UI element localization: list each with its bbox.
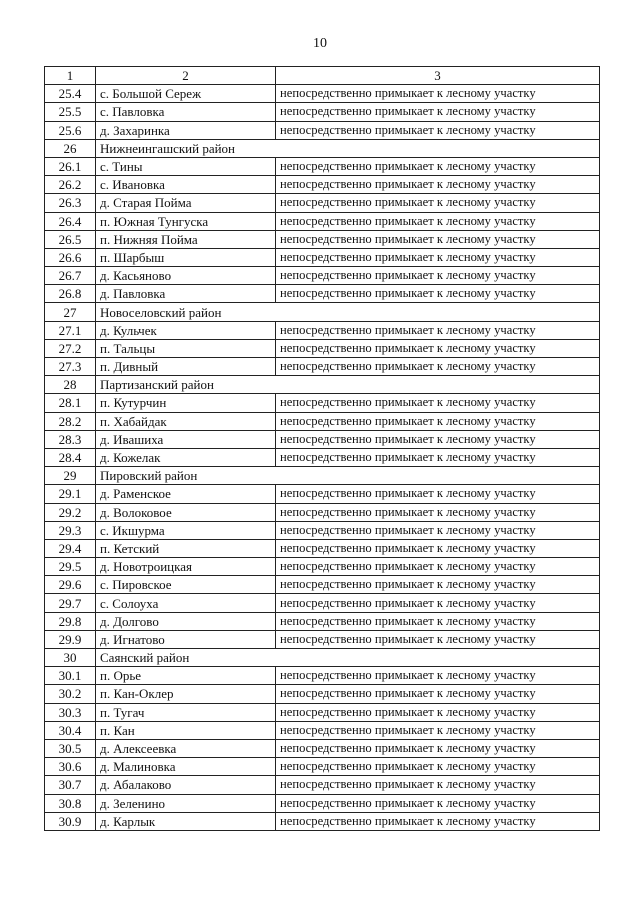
forest-adjacency-status: непосредственно примыкает к лесному участку <box>276 485 600 503</box>
row-number: 25.4 <box>45 85 96 103</box>
forest-adjacency-status: непосредственно примыкает к лесному участку <box>276 685 600 703</box>
district-name: Пировский район <box>96 467 600 485</box>
table-row <box>45 630 600 648</box>
settlement-name: п. Шарбыш <box>96 248 276 266</box>
table-row <box>45 794 600 812</box>
table-row <box>45 412 600 430</box>
settlement-name: д. Раменское <box>96 485 276 503</box>
row-number: 30.5 <box>45 739 96 757</box>
district-row <box>45 649 600 667</box>
table-row <box>45 339 600 357</box>
row-number: 26.5 <box>45 230 96 248</box>
district-row <box>45 303 600 321</box>
row-number: 27.2 <box>45 339 96 357</box>
district-name: Саянский район <box>96 649 600 667</box>
forest-adjacency-status: непосредственно примыкает к лесному участку <box>276 121 600 139</box>
settlement-name: с. Пировское <box>96 576 276 594</box>
settlement-name: д. Малиновка <box>96 758 276 776</box>
district-number: 30 <box>45 649 96 667</box>
table-row <box>45 739 600 757</box>
table-row <box>45 121 600 139</box>
row-number: 26.8 <box>45 285 96 303</box>
settlement-name: д. Зеленино <box>96 794 276 812</box>
settlement-name: п. Кутурчин <box>96 394 276 412</box>
row-number: 29.4 <box>45 539 96 557</box>
forest-adjacency-status: непосредственно примыкает к лесному участку <box>276 339 600 357</box>
settlement-name: д. Старая Пойма <box>96 194 276 212</box>
table-row <box>45 703 600 721</box>
settlement-name: д. Кульчек <box>96 321 276 339</box>
district-name: Нижнеингашский район <box>96 139 600 157</box>
settlement-name: п. Нижняя Пойма <box>96 230 276 248</box>
district-number: 26 <box>45 139 96 157</box>
settlement-name: д. Волоковое <box>96 503 276 521</box>
row-number: 26.1 <box>45 157 96 175</box>
settlement-name: с. Большой Сереж <box>96 85 276 103</box>
settlement-name: п. Южная Тунгуска <box>96 212 276 230</box>
table-row <box>45 103 600 121</box>
table-row <box>45 285 600 303</box>
settlements-table <box>44 66 600 831</box>
table-row <box>45 776 600 794</box>
forest-adjacency-status: непосредственно примыкает к лесному участку <box>276 812 600 830</box>
forest-adjacency-status: непосредственно примыкает к лесному участку <box>276 103 600 121</box>
row-number: 26.3 <box>45 194 96 212</box>
table-row <box>45 721 600 739</box>
forest-adjacency-status: непосредственно примыкает к лесному участку <box>276 630 600 648</box>
table-row <box>45 485 600 503</box>
page-number: 10 <box>313 36 327 51</box>
district-row <box>45 139 600 157</box>
forest-adjacency-status: непосредственно примыкает к лесному участку <box>276 576 600 594</box>
settlement-name: с. Солоуха <box>96 594 276 612</box>
table-row <box>45 758 600 776</box>
table-row <box>45 358 600 376</box>
settlement-name: д. Ивашиха <box>96 430 276 448</box>
row-number: 29.1 <box>45 485 96 503</box>
row-number: 29.3 <box>45 521 96 539</box>
forest-adjacency-status: непосредственно примыкает к лесному участку <box>276 394 600 412</box>
settlement-name: п. Кетский <box>96 539 276 557</box>
row-number: 30.8 <box>45 794 96 812</box>
settlement-name: д. Алексеевка <box>96 739 276 757</box>
forest-adjacency-status: непосредственно примыкает к лесному участку <box>276 358 600 376</box>
table-body <box>45 85 600 831</box>
table-row <box>45 594 600 612</box>
row-number: 30.1 <box>45 667 96 685</box>
district-row <box>45 467 600 485</box>
table-row <box>45 521 600 539</box>
forest-adjacency-status: непосредственно примыкает к лесному участку <box>276 521 600 539</box>
settlement-name: с. Ивановка <box>96 176 276 194</box>
row-number: 29.8 <box>45 612 96 630</box>
forest-adjacency-status: непосредственно примыкает к лесному участку <box>276 248 600 266</box>
table-row <box>45 157 600 175</box>
row-number: 30.7 <box>45 776 96 794</box>
row-number: 26.6 <box>45 248 96 266</box>
row-number: 29.6 <box>45 576 96 594</box>
forest-adjacency-status: непосредственно примыкает к лесному участку <box>276 430 600 448</box>
table-row <box>45 539 600 557</box>
row-number: 26.4 <box>45 212 96 230</box>
settlement-name: д. Новотроицкая <box>96 558 276 576</box>
forest-adjacency-status: непосредственно примыкает к лесному участку <box>276 321 600 339</box>
row-number: 30.2 <box>45 685 96 703</box>
row-number: 27.3 <box>45 358 96 376</box>
row-number: 29.7 <box>45 594 96 612</box>
table-header-row <box>45 67 600 85</box>
settlement-name: д. Игнатово <box>96 630 276 648</box>
forest-adjacency-status: непосредственно примыкает к лесному участку <box>276 539 600 557</box>
row-number: 28.1 <box>45 394 96 412</box>
forest-adjacency-status: непосредственно примыкает к лесному участку <box>276 267 600 285</box>
forest-adjacency-status: непосредственно примыкает к лесному участку <box>276 230 600 248</box>
row-number: 30.3 <box>45 703 96 721</box>
forest-adjacency-status: непосредственно примыкает к лесному участку <box>276 85 600 103</box>
settlement-name: д. Долгово <box>96 612 276 630</box>
table-row <box>45 267 600 285</box>
table-row <box>45 212 600 230</box>
row-number: 29.5 <box>45 558 96 576</box>
table-row <box>45 194 600 212</box>
table-row <box>45 612 600 630</box>
column-header-status: 3 <box>276 67 600 85</box>
table-row <box>45 667 600 685</box>
forest-adjacency-status: непосредственно примыкает к лесному участку <box>276 558 600 576</box>
row-number: 28.2 <box>45 412 96 430</box>
settlement-name: п. Тальцы <box>96 339 276 357</box>
settlement-name: п. Орье <box>96 667 276 685</box>
table-row <box>45 685 600 703</box>
forest-adjacency-status: непосредственно примыкает к лесному участку <box>276 157 600 175</box>
column-header-settlement: 2 <box>96 67 276 85</box>
district-number: 28 <box>45 376 96 394</box>
forest-adjacency-status: непосредственно примыкает к лесному участку <box>276 776 600 794</box>
forest-adjacency-status: непосредственно примыкает к лесному участку <box>276 448 600 466</box>
settlement-name: п. Кан-Оклер <box>96 685 276 703</box>
district-number: 29 <box>45 467 96 485</box>
table-row <box>45 230 600 248</box>
settlement-name: д. Захаринка <box>96 121 276 139</box>
table-row <box>45 558 600 576</box>
settlement-name: п. Тугач <box>96 703 276 721</box>
settlement-name: с. Павловка <box>96 103 276 121</box>
forest-adjacency-status: непосредственно примыкает к лесному участку <box>276 594 600 612</box>
forest-adjacency-status: непосредственно примыкает к лесному участку <box>276 612 600 630</box>
district-name: Новоселовский район <box>96 303 600 321</box>
row-number: 27.1 <box>45 321 96 339</box>
table-row <box>45 85 600 103</box>
row-number: 30.9 <box>45 812 96 830</box>
row-number: 30.6 <box>45 758 96 776</box>
table-row <box>45 176 600 194</box>
settlement-name: с. Тины <box>96 157 276 175</box>
table-row <box>45 448 600 466</box>
table-row <box>45 430 600 448</box>
row-number: 28.4 <box>45 448 96 466</box>
row-number: 26.2 <box>45 176 96 194</box>
settlement-name: п. Хабайдак <box>96 412 276 430</box>
table-row <box>45 394 600 412</box>
row-number: 30.4 <box>45 721 96 739</box>
district-number: 27 <box>45 303 96 321</box>
forest-adjacency-status: непосредственно примыкает к лесному участку <box>276 176 600 194</box>
forest-adjacency-status: непосредственно примыкает к лесному участку <box>276 794 600 812</box>
settlement-name: с. Икшурма <box>96 521 276 539</box>
settlement-name: д. Кожелак <box>96 448 276 466</box>
settlement-name: д. Карлык <box>96 812 276 830</box>
table-row <box>45 248 600 266</box>
settlement-name: д. Касьяново <box>96 267 276 285</box>
column-header-number: 1 <box>45 67 96 85</box>
row-number: 25.6 <box>45 121 96 139</box>
table-row <box>45 576 600 594</box>
row-number: 29.2 <box>45 503 96 521</box>
district-row <box>45 376 600 394</box>
settlement-name: п. Кан <box>96 721 276 739</box>
row-number: 28.3 <box>45 430 96 448</box>
table-row <box>45 321 600 339</box>
forest-adjacency-status: непосредственно примыкает к лесному участку <box>276 412 600 430</box>
row-number: 25.5 <box>45 103 96 121</box>
forest-adjacency-status: непосредственно примыкает к лесному участку <box>276 503 600 521</box>
district-name: Партизанский район <box>96 376 600 394</box>
forest-adjacency-status: непосредственно примыкает к лесному участку <box>276 667 600 685</box>
forest-adjacency-status: непосредственно примыкает к лесному участку <box>276 758 600 776</box>
forest-adjacency-status: непосредственно примыкает к лесному участку <box>276 194 600 212</box>
row-number: 29.9 <box>45 630 96 648</box>
settlement-name: д. Абалаково <box>96 776 276 794</box>
forest-adjacency-status: непосредственно примыкает к лесному участку <box>276 721 600 739</box>
forest-adjacency-status: непосредственно примыкает к лесному участку <box>276 212 600 230</box>
forest-adjacency-status: непосредственно примыкает к лесному участку <box>276 739 600 757</box>
row-number: 26.7 <box>45 267 96 285</box>
forest-adjacency-status: непосредственно примыкает к лесному участку <box>276 703 600 721</box>
settlement-name: п. Дивный <box>96 358 276 376</box>
table-row <box>45 503 600 521</box>
table-row <box>45 812 600 830</box>
forest-adjacency-status: непосредственно примыкает к лесному участку <box>276 285 600 303</box>
settlement-name: д. Павловка <box>96 285 276 303</box>
